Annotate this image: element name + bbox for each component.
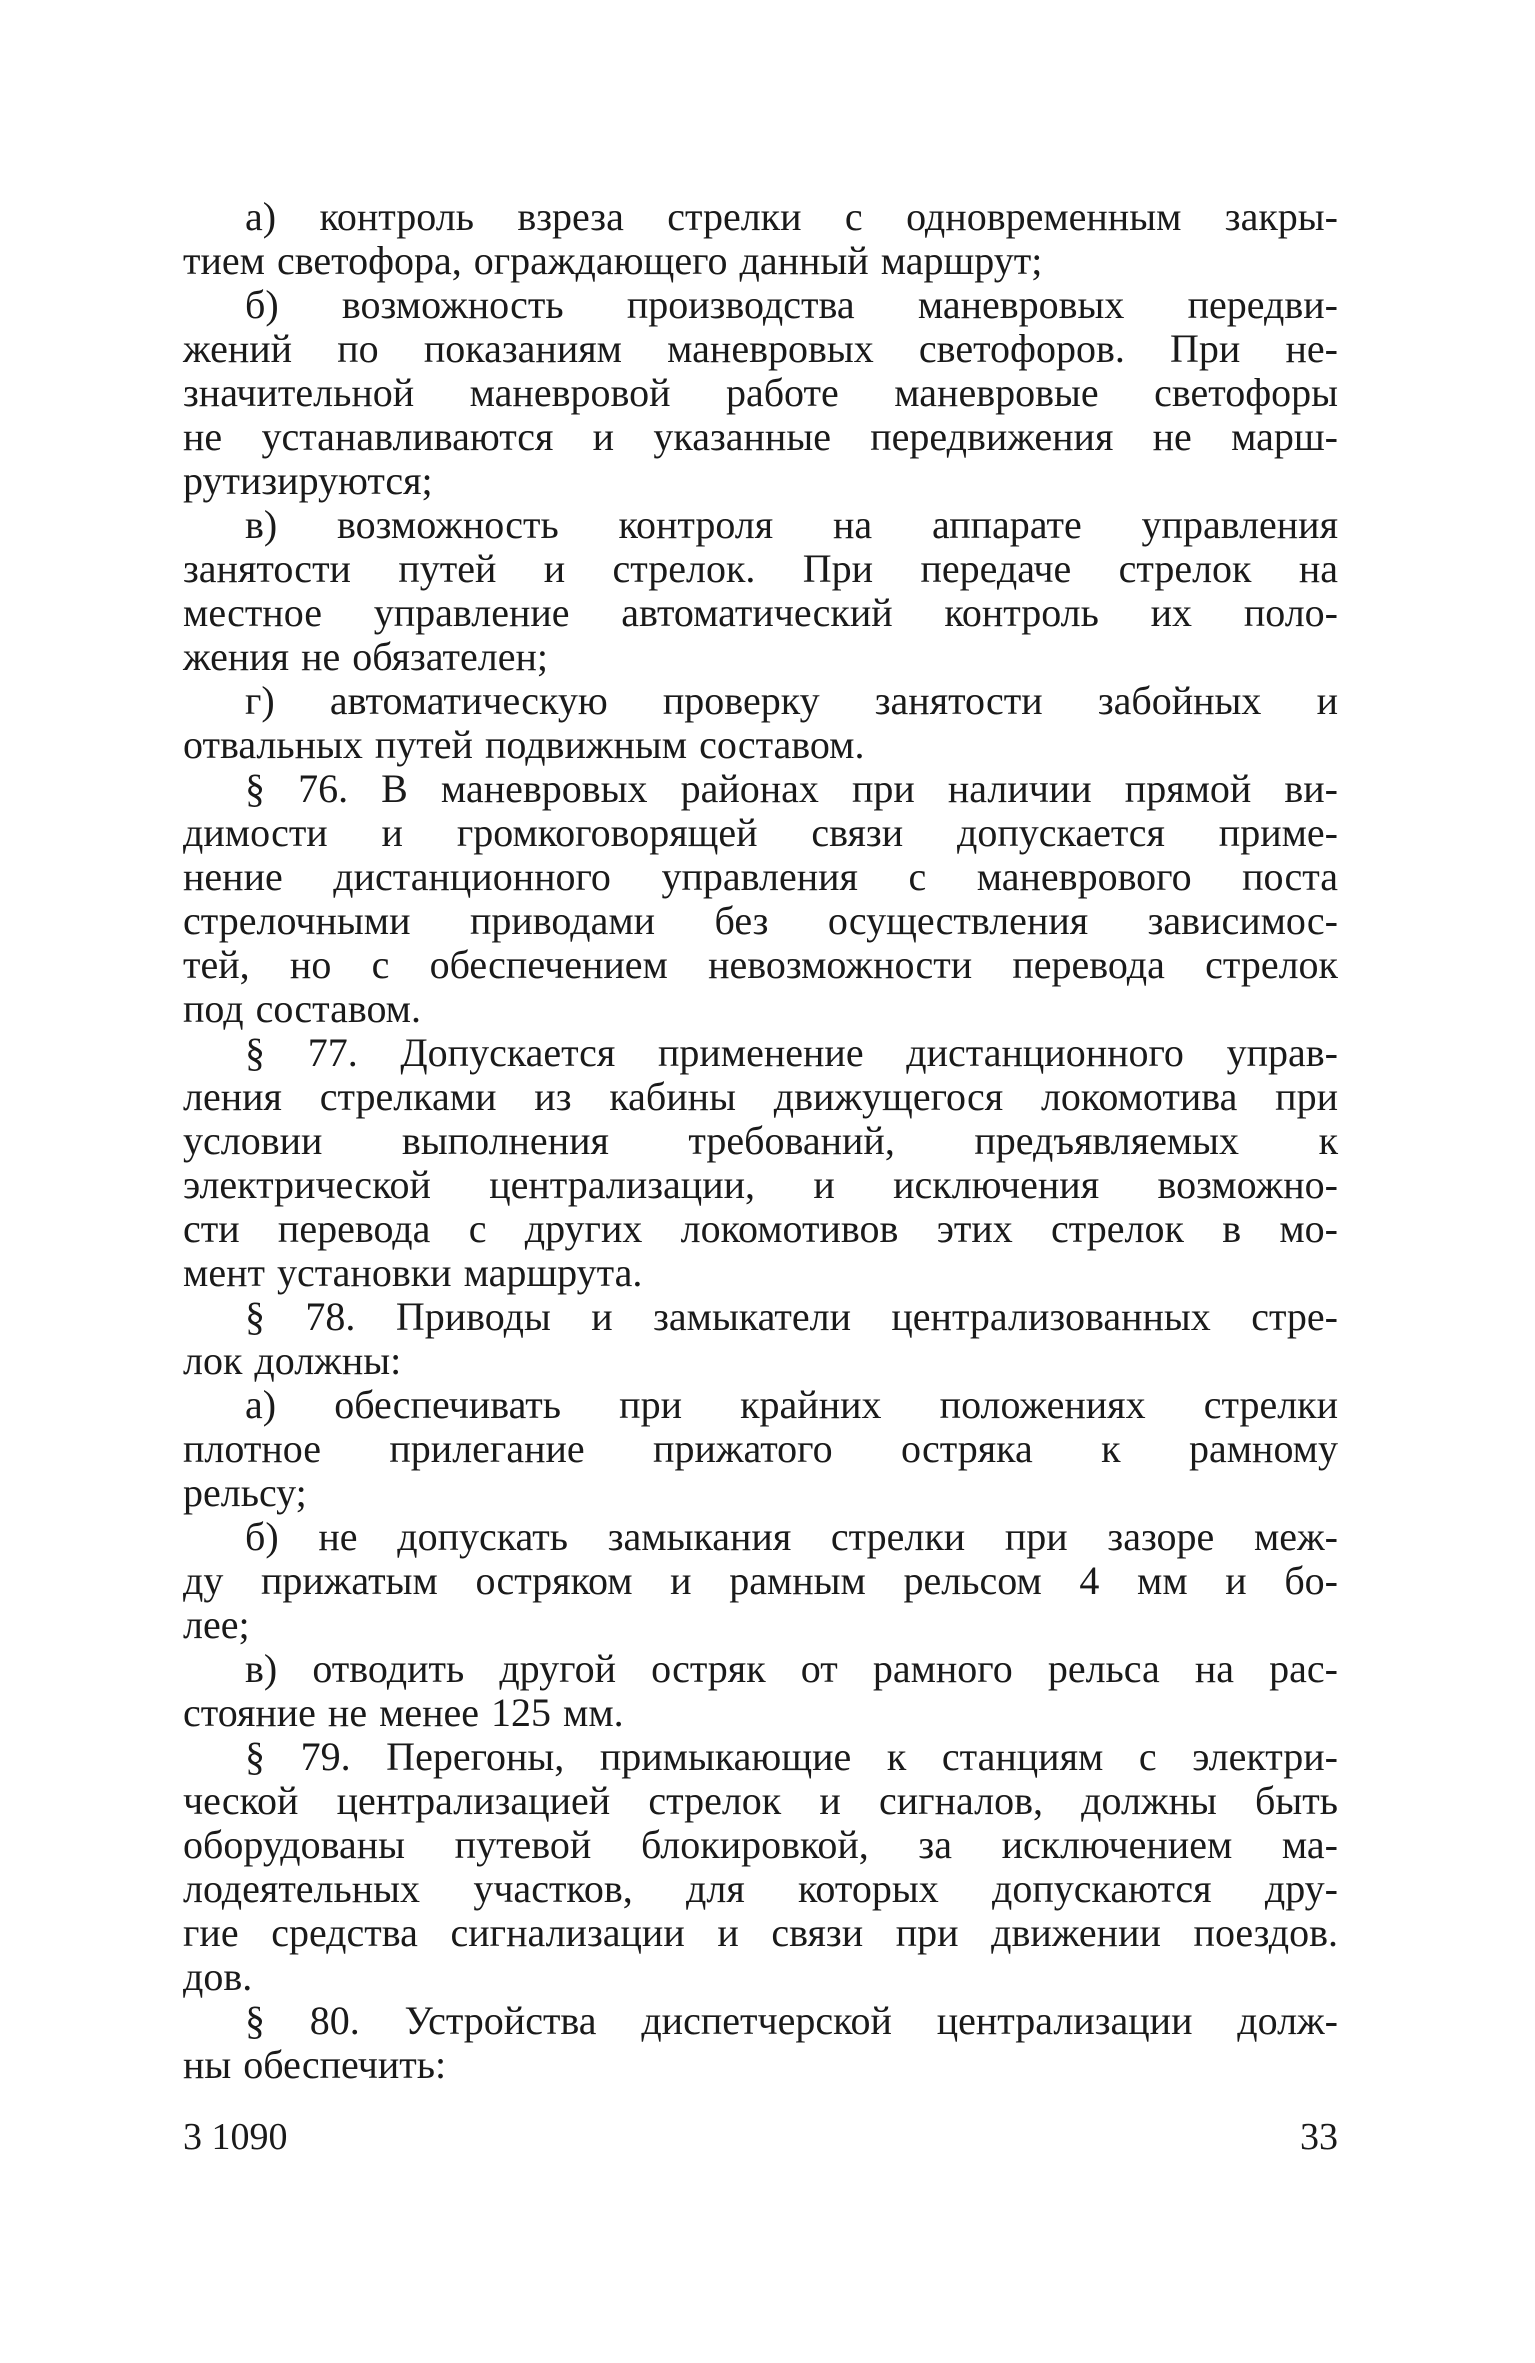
- text-line: а) обеспечивать при крайних положениях стрелки: [245, 1382, 1338, 1427]
- text-line: сти перевода с других локомотивов этих стрелок в мо-: [183, 1206, 1338, 1251]
- printer-signature: 3 1090: [183, 2116, 288, 2158]
- text-line: б) возможность производства маневровых передви-: [245, 282, 1338, 327]
- text-line: лее;: [183, 1602, 250, 1647]
- text-line: жения не обязателен;: [183, 634, 548, 679]
- text-line: не устанавливаются и указанные передвижения не марш-: [183, 414, 1338, 459]
- text-line: а) контроль взреза стрелки с одновременным закры-: [245, 194, 1338, 239]
- text-line: местное управление автоматический контроль их поло-: [183, 590, 1338, 635]
- text-line: мент установки маршрута.: [183, 1250, 643, 1295]
- text-line: плотное прилегание прижатого остряка к рамному: [183, 1426, 1338, 1471]
- text-line: условии выполнения требований, предъявляемых к: [183, 1118, 1338, 1163]
- text-line: б) не допускать замыкания стрелки при зазоре меж-: [245, 1514, 1338, 1559]
- text-line: в) возможность контроля на аппарате управления: [245, 502, 1338, 547]
- text-line: оборудованы путевой блокировкой, за исключением ма-: [183, 1822, 1338, 1867]
- text-line: занятости путей и стрелок. При передаче стрелок на: [183, 546, 1338, 591]
- text-line: значительной маневровой работе маневровые светофоры: [183, 370, 1338, 415]
- text-line: жений по показаниям маневровых светофоров. При не-: [183, 326, 1338, 371]
- text-line: ны обеспечить:: [183, 2042, 447, 2087]
- text-line: ления стрелками из кабины движущегося локомотива при: [183, 1074, 1338, 1119]
- body-text: [183, 195, 1338, 2087]
- text-line: § 79. Перегоны, примыкающие к станциям с электри-: [245, 1734, 1338, 1779]
- text-line: § 78. Приводы и замыкатели централизованных стре-: [245, 1294, 1338, 1339]
- text-line: нение дистанционного управления с маневрового поста: [183, 854, 1338, 899]
- text-line: § 77. Допускается применение дистанционного управ-: [245, 1030, 1338, 1075]
- text-line: г) автоматическую проверку занятости забойных и: [245, 678, 1338, 723]
- text-line: гие средства сигнализации и связи при движении поездов.: [183, 1910, 1338, 1955]
- text-line: отвальных путей подвижным составом.: [183, 722, 865, 767]
- text-line: рельсу;: [183, 1470, 307, 1515]
- text-line: рутизируются;: [183, 458, 433, 503]
- text-line: дов.: [183, 1954, 253, 1999]
- text-line: электрической централизации, и исключения возможно-: [183, 1162, 1338, 1207]
- page-footer: [183, 2112, 1338, 2162]
- text-line: тей, но с обеспечением невозможности перевода стрелок: [183, 942, 1338, 987]
- text-line: лок должны:: [183, 1338, 402, 1383]
- text-line: ду прижатым остряком и рамным рельсом 4 мм и бо-: [183, 1558, 1338, 1603]
- text-line: тием светофора, ограждающего данный маршрут;: [183, 238, 1043, 283]
- text-line: стояние не менее 125 мм.: [183, 1690, 624, 1735]
- text-line: § 80. Устройства диспетчерской централизации долж-: [245, 1998, 1338, 2043]
- text-line: димости и громкоговорящей связи допускается приме-: [183, 810, 1338, 855]
- text-line: стрелочными приводами без осуществления зависимос-: [183, 898, 1338, 943]
- text-line: под составом.: [183, 986, 421, 1031]
- text-line: ческой централизацией стрелок и сигналов, должны быть: [183, 1778, 1338, 1823]
- page-number: 33: [1300, 2116, 1338, 2158]
- text-line: лодеятельных участков, для которых допускаются дру-: [183, 1866, 1338, 1911]
- text-line: в) отводить другой остряк от рамного рельса на рас-: [245, 1646, 1338, 1691]
- text-line: § 76. В маневровых районах при наличии прямой ви-: [245, 766, 1338, 811]
